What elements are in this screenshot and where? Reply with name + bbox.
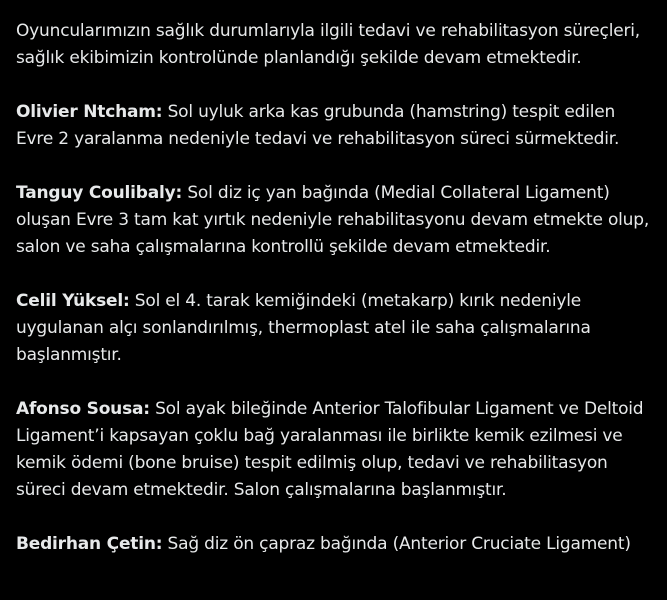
player-name: Celil Yüksel:	[16, 291, 130, 311]
player-name: Bedirhan Çetin:	[16, 534, 163, 554]
player-update-coulibaly	[16, 180, 656, 261]
intro-paragraph: Oyuncularımızın sağlık durumlarıyla ilgili tedavi ve rehabilitasyon süreçleri, sağlık ekibimizin kontrolünde planlandığı şekilde devam etmektedir.	[16, 21, 640, 68]
post-text	[16, 18, 656, 585]
player-update-sousa	[16, 396, 656, 504]
player-status: Sol ayak bileğinde Anterior Talofibular Ligament ve Deltoid Ligament’i kapsayan çoklu bağ yaralanması ile birlikte kemik ezilmesi ve kemik ödemi (bone bruise) tespit edilmiş olup, tedavi ve rehabilitasyon süreci devam etmektedir. Salon çalışmalarına başlanmıştır.	[16, 399, 644, 500]
player-update-ntcham	[16, 99, 656, 153]
player-status: Sağ diz ön çapraz bağında (Anterior Cruciate Ligament)	[167, 534, 631, 554]
player-name: Tanguy Coulibaly:	[16, 183, 183, 203]
player-status: Sol uyluk arka kas grubunda (hamstring) tespit edilen Evre 2 yaralanma nedeniyle tedavi ve rehabilitasyon süreci sürmektedir.	[16, 102, 620, 149]
player-status: Sol diz iç yan bağında (Medial Collateral Ligament) oluşan Evre 3 tam kat yırtık nedeniyle rehabilitasyonu devam etmekte olup, salon ve saha çalışmalarına kontrollü şekilde devam etmektedir.	[16, 183, 650, 257]
player-update-yuksel	[16, 288, 656, 369]
player-status: Sol el 4. tarak kemiğindeki (metakarp) kırık nedeniyle uygulanan alçı sonlandırılmış, thermoplast atel ile saha çalışmalarına başlanmıştır.	[16, 291, 591, 365]
player-name: Afonso Sousa:	[16, 399, 150, 419]
player-update-cetin	[16, 531, 656, 558]
player-name: Olivier Ntcham:	[16, 102, 163, 122]
